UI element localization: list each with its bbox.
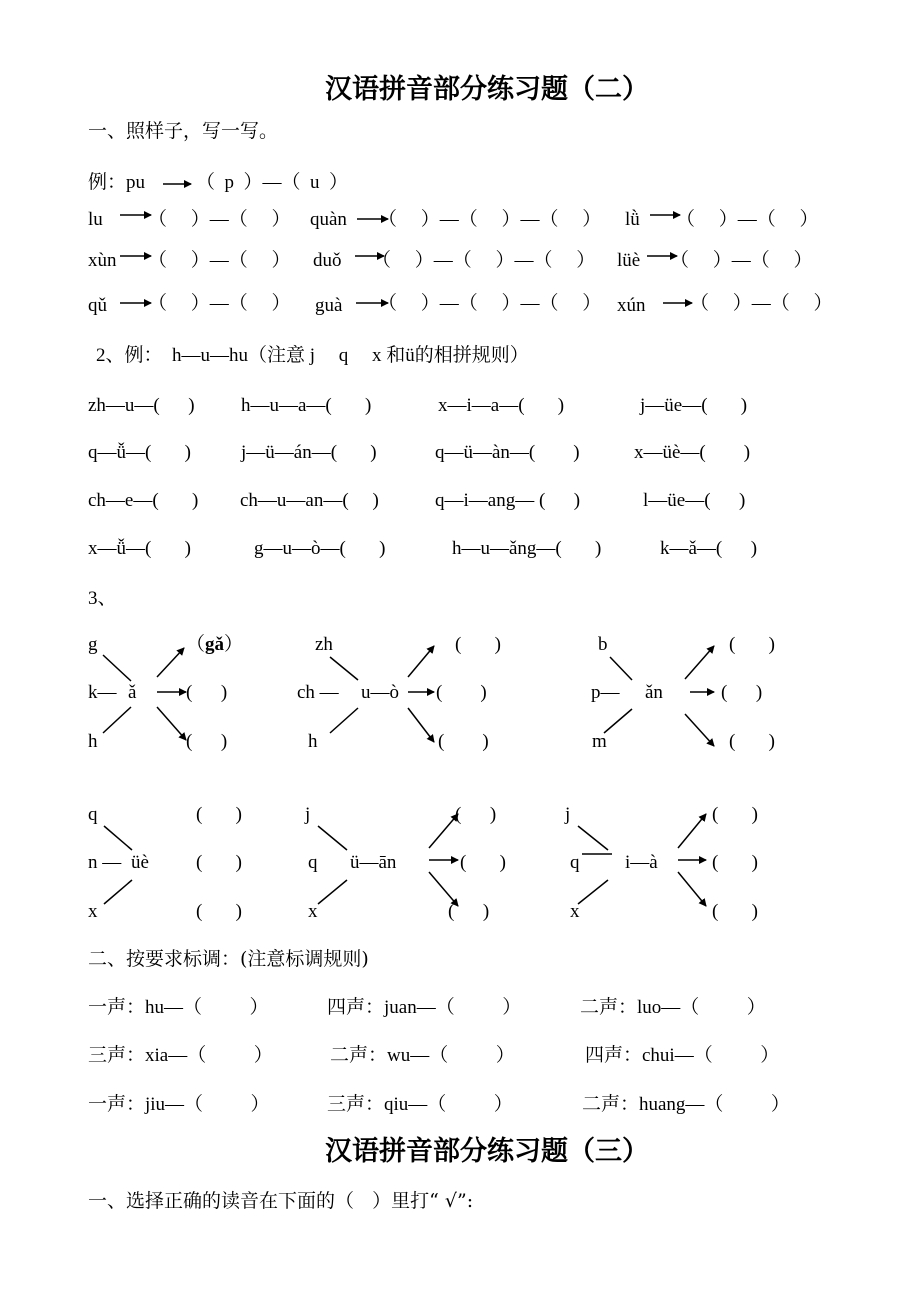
syllable: lüè: [617, 250, 641, 271]
initial-middle: q: [570, 852, 580, 873]
spell-item[interactable]: x—i—a—( ): [438, 395, 565, 416]
answer-blank[interactable]: ( ): [448, 901, 490, 922]
answer-blank[interactable]: ( ): [196, 804, 242, 825]
final-core: u—ò: [361, 682, 399, 703]
answer-blank[interactable]: （ ）—（ ）: [148, 293, 291, 314]
example-answer: （ p ）—（ u ）: [196, 172, 349, 193]
section-heading-2: 2、例： h—u—hu（注意 j q x 和ü的相拼规则）: [96, 345, 529, 366]
spell-item[interactable]: h—u—ǎng—( ): [452, 538, 602, 559]
section-heading-1: 一、照样子，写一写。: [88, 120, 279, 142]
answer-blank[interactable]: ( ): [455, 804, 497, 825]
answer-blank[interactable]: ( ): [460, 852, 506, 873]
answer-blank[interactable]: ( ): [721, 682, 763, 703]
answer-blank[interactable]: （ ）—（ ）—（ ）: [372, 250, 596, 271]
section-heading-3: 3、: [88, 588, 117, 609]
initial-middle: ch —: [297, 682, 339, 703]
final-core: üè: [131, 852, 149, 873]
initial-middle: q: [308, 852, 318, 873]
spell-item[interactable]: g—u—ò—( ): [254, 538, 386, 559]
tone-item[interactable]: 二声：huang—（ ）: [582, 1094, 790, 1115]
initial-middle: n —: [88, 852, 122, 873]
tone-item[interactable]: 二声：luo—（ ）: [580, 997, 766, 1018]
syllable: lǜ: [625, 209, 640, 230]
answer-blank[interactable]: ( ): [196, 901, 242, 922]
final-core: ǎ: [128, 682, 137, 703]
tone-item[interactable]: 三声：qiu—（ ）: [327, 1094, 513, 1115]
answer-blank[interactable]: ( ): [455, 634, 501, 655]
initial-bottom: x: [570, 901, 580, 922]
spell-item[interactable]: k—ǎ—( ): [660, 538, 758, 559]
answer-blank[interactable]: ( ): [729, 634, 775, 655]
syllable: quàn: [310, 209, 347, 230]
spell-item[interactable]: ch—e—( ): [88, 490, 199, 511]
initial-bottom: x: [308, 901, 318, 922]
tone-item[interactable]: 一声：jiu—（ ）: [88, 1094, 270, 1115]
spell-item[interactable]: q—ü—àn—( ): [435, 442, 580, 463]
answer-blank[interactable]: ( ): [438, 731, 489, 752]
spell-item[interactable]: j—ü—án—( ): [241, 442, 377, 463]
page-title-2: 汉语拼音部分练习题（三）: [325, 1136, 649, 1167]
initial-top: j: [565, 804, 571, 825]
answer-blank[interactable]: ( ): [436, 682, 487, 703]
initial-middle: k—: [88, 682, 117, 703]
tone-item[interactable]: 四声：chui—（ ）: [585, 1045, 780, 1066]
syllable: duǒ: [313, 250, 342, 271]
spell-item[interactable]: ch—u—an—( ): [240, 490, 379, 511]
answer-blank[interactable]: （ ）—（ ）—（ ）: [378, 293, 602, 314]
page-title-1: 汉语拼音部分练习题（二）: [325, 74, 649, 105]
section-heading-5: 一、选择正确的读音在下面的（ ）里打“ √”:: [88, 1190, 474, 1212]
initial-bottom: h: [308, 731, 318, 752]
initial-top: q: [88, 804, 98, 825]
answer-blank[interactable]: ( ): [186, 682, 228, 703]
initial-top: zh: [315, 634, 333, 655]
answer-blank[interactable]: （ ）—（ ）: [690, 293, 833, 314]
answer-blank[interactable]: （ ）—（ ）—（ ）: [378, 209, 602, 230]
answer-blank[interactable]: （ ）—（ ）: [676, 209, 819, 230]
tone-item[interactable]: 二声：wu—（ ）: [330, 1045, 515, 1066]
answer-blank[interactable]: （ ）—（ ）: [148, 209, 291, 230]
spell-item[interactable]: x—üè—( ): [634, 442, 751, 463]
answer-blank[interactable]: （gǎ）: [186, 634, 244, 655]
answer-blank[interactable]: ( ): [712, 804, 758, 825]
answer-blank[interactable]: （ ）—（ ）: [670, 250, 813, 271]
section-heading-4: 二、按要求标调：(注意标调规则): [88, 948, 369, 970]
example-label: 例：pu: [88, 172, 146, 193]
final-core: ǎn: [645, 682, 663, 703]
spell-item[interactable]: x—ǚ—( ): [88, 538, 191, 559]
syllable: qǔ: [88, 295, 107, 316]
spell-item[interactable]: h—u—a—( ): [241, 395, 372, 416]
syllable: guà: [315, 295, 343, 316]
final-core: ü—ān: [350, 852, 397, 873]
initial-bottom: m: [592, 731, 607, 752]
spell-item[interactable]: zh—u—( ): [88, 395, 195, 416]
answer-blank[interactable]: ( ): [186, 731, 228, 752]
syllable: xùn: [88, 250, 117, 271]
initial-top: j: [305, 804, 311, 825]
tone-item[interactable]: 三声：xia—（ ）: [88, 1045, 273, 1066]
answer-blank[interactable]: ( ): [712, 852, 758, 873]
answer-blank[interactable]: （ ）—（ ）: [148, 250, 291, 271]
spell-item[interactable]: l—üe—( ): [643, 490, 746, 511]
initial-bottom: h: [88, 731, 98, 752]
initial-bottom: x: [88, 901, 98, 922]
syllable: lu: [88, 209, 103, 230]
spell-item[interactable]: q—i—ang— ( ): [435, 490, 581, 511]
answer-blank[interactable]: ( ): [196, 852, 242, 873]
initial-top: b: [598, 634, 608, 655]
answer-blank[interactable]: ( ): [729, 731, 775, 752]
spell-item[interactable]: q—ǚ—( ): [88, 442, 191, 463]
answer-blank[interactable]: ( ): [712, 901, 758, 922]
spell-item[interactable]: j—üe—( ): [640, 395, 748, 416]
final-core: i—à: [625, 852, 658, 873]
initial-top: g: [88, 634, 98, 655]
syllable: xún: [617, 295, 646, 316]
tone-item[interactable]: 一声：hu—（ ）: [88, 997, 269, 1018]
tone-item[interactable]: 四声：juan—（ ）: [327, 997, 522, 1018]
initial-middle: p—: [591, 682, 620, 703]
